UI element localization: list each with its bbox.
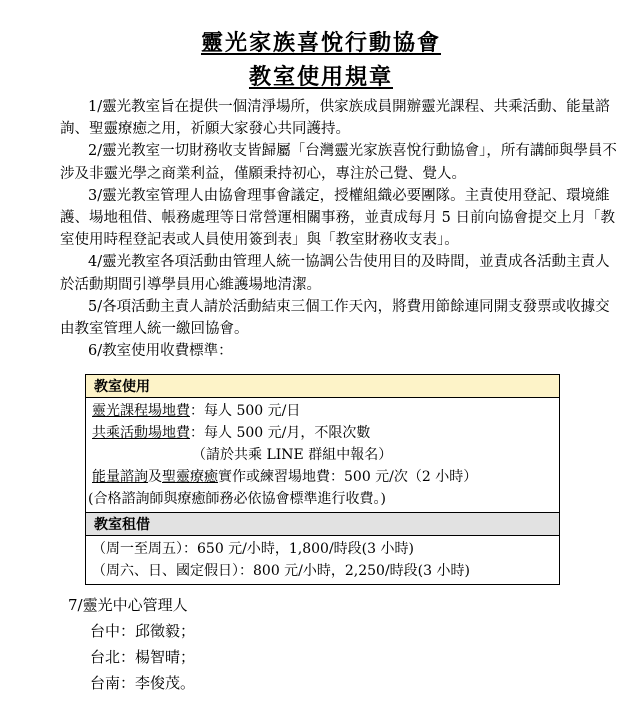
carpool-fee-label: 共乘活動場地費	[92, 425, 190, 441]
consult-label-2: 聖靈療癒	[162, 469, 218, 485]
carpool-fee-value: ：每人 500 元/月，不限次數	[190, 425, 371, 441]
weekend-rate: （周六、日、國定假日）：800 元/小時，2,250/時段(3 小時)	[92, 563, 470, 579]
association-name: 靈光家族喜悅行動協會	[200, 30, 441, 56]
course-fee-value: ：每人 500 元/日	[190, 403, 301, 419]
consult-and: 及	[148, 469, 162, 485]
consult-note: (合格諮詢師與療癒師務必依協會標準進行收費。)	[88, 491, 386, 507]
rule-4: 4/靈光教室各項活動由管理人統一協調公告使用目的及時間，並責成各活動主責人於活動期間引導學員用心維護場地清潔。	[60, 254, 610, 293]
course-fee-line	[92, 400, 553, 422]
consult-fee-line	[92, 466, 553, 488]
carpool-fee-line	[92, 422, 553, 444]
managers-section	[68, 592, 195, 696]
rule-1: 1/靈光教室旨在提供一個清淨場所，供家族成員開辦靈光課程、共乘活動、能量諮詢、聖靈療癒之用，祈願大家發心共同護持。	[60, 99, 610, 138]
rule-2: 2/靈光教室一切財務收支皆歸屬「台灣靈光家族喜悅行動協會」，所有講師與學員不涉及非靈光學之商業利益，僅願秉持初心，專注於己覺、覺人。	[60, 143, 617, 182]
manager-taichung: 台中：邱徵毅；	[90, 622, 196, 640]
course-fee-label: 靈光課程場地費	[92, 403, 190, 419]
weekday-rate: （周一至周五）：650 元/小時，1,800/時段(3 小時)	[92, 541, 414, 557]
usage-header: 教室使用	[86, 375, 560, 398]
consult-label-1: 能量諮詢	[92, 469, 148, 485]
document-title: 教室使用規章	[248, 64, 393, 90]
rental-section	[86, 536, 560, 585]
managers-heading: 7/靈光中心管理人	[68, 596, 188, 614]
rental-header: 教室租借	[86, 513, 560, 536]
usage-section	[86, 398, 560, 513]
fee-table	[85, 374, 560, 585]
rule-5: 5/各項活動主責人請於活動結束三個工作天內，將費用節餘連同開支發票或收據交由教室管理人統一繳回協會。	[60, 298, 610, 338]
rule-6: 6/教室使用收費標準：	[88, 343, 233, 360]
manager-taipei: 台北：楊智晴；	[90, 648, 196, 666]
rules-list	[60, 96, 620, 362]
consult-fee-value: 實作或練習場地費：500 元/次（2 小時）	[218, 469, 478, 485]
manager-tainan: 台南：李俊茂。	[90, 674, 196, 692]
rule-3: 3/靈光教室管理人由協會理事會議定，授權組織必要團隊。主責使用登記、環境維護、場地租借、帳務處理等日常營運相關事務，並責成每月 5 日前向協會提交上月「教室使用時程登記表或人員使用簽到表」與「教室財務收支表」。	[60, 187, 615, 249]
carpool-note: （請於共乘 LINE 群組中報名）	[192, 447, 393, 463]
